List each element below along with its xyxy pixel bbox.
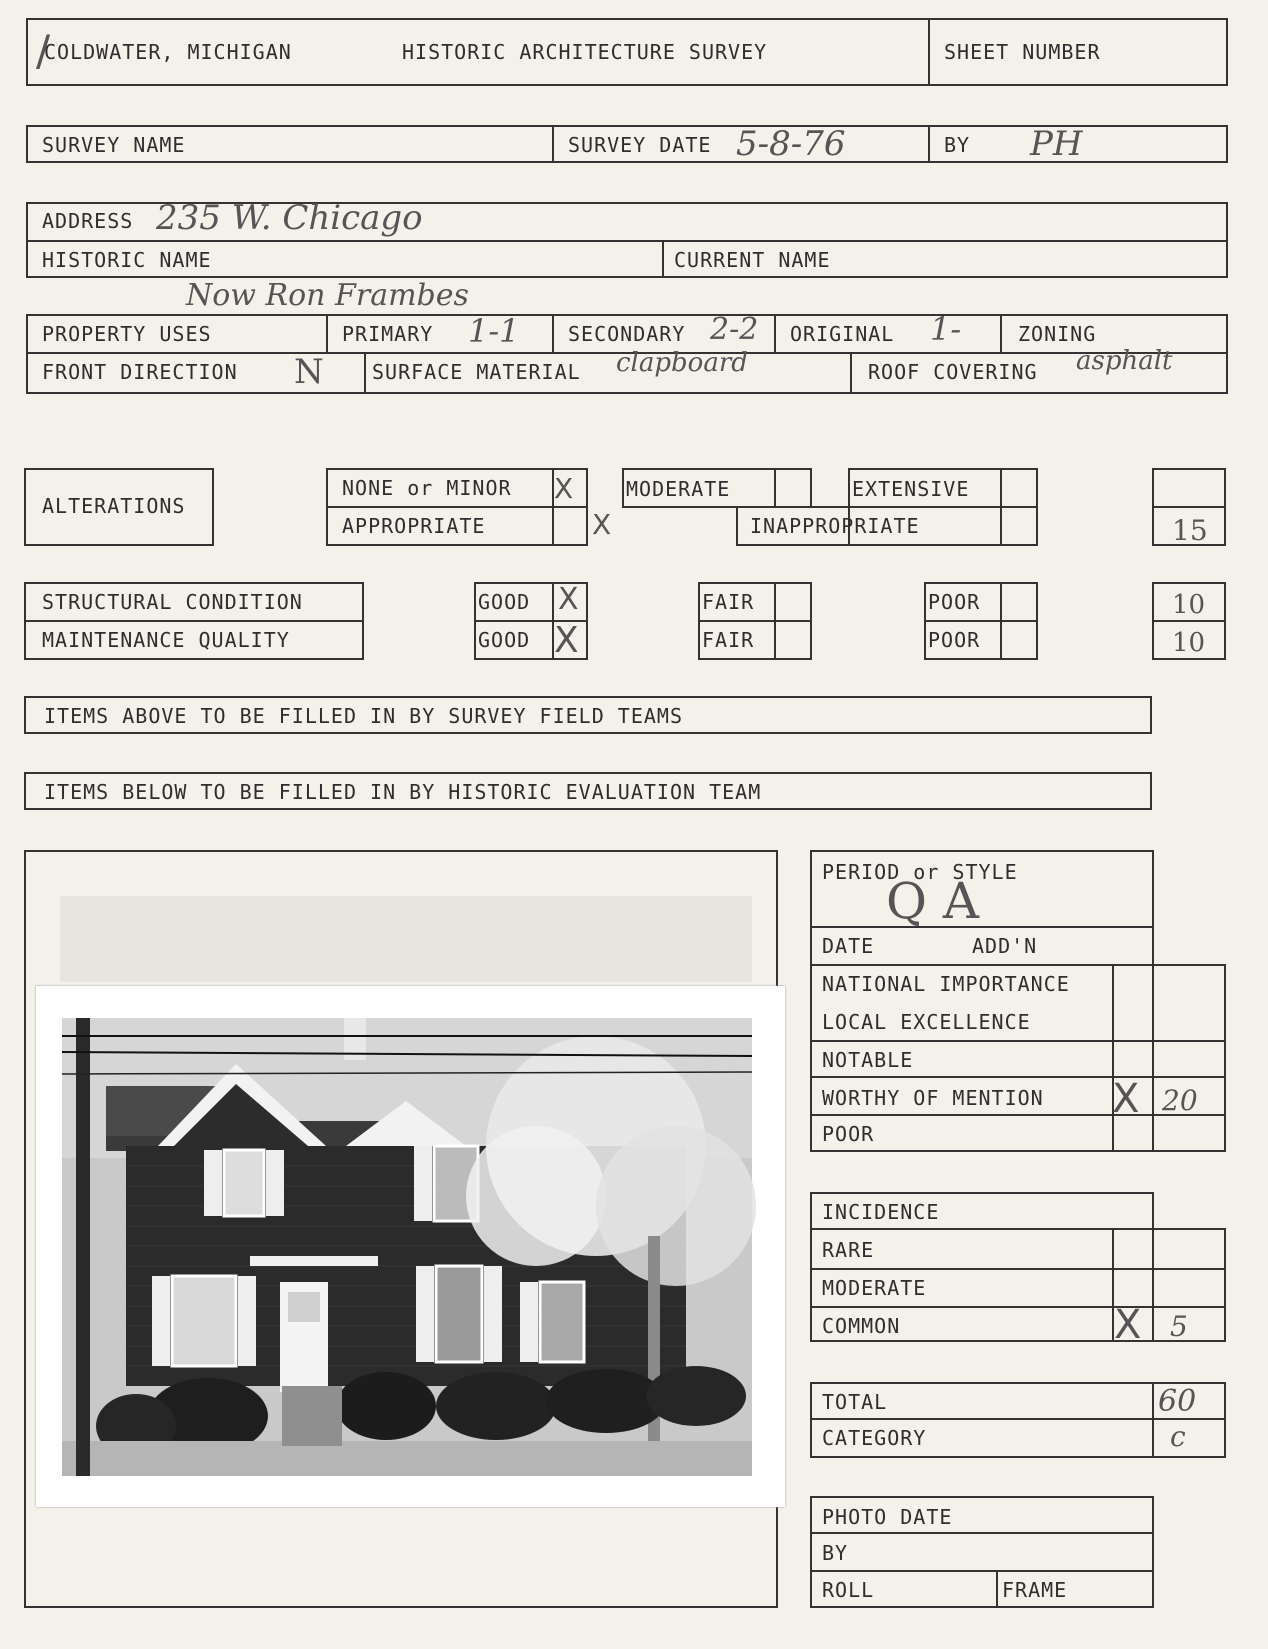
condition-label-mid [24,620,364,622]
front-direction-label: FRONT DIRECTION [42,360,238,384]
uses-divider-2 [552,314,554,354]
uses-divider-5 [364,352,366,394]
surface-material-label: SURFACE MATERIAL [372,360,581,384]
importance-line-2 [810,1040,1226,1042]
importance-col-2 [1224,964,1226,1152]
maintenance-score: 10 [1172,628,1206,658]
condition-score-mid [1152,620,1226,622]
survey-by-value: PH [1030,124,1083,164]
totals-divider [1152,1382,1154,1458]
common-score: 5 [1170,1310,1188,1343]
national-importance-label: NATIONAL IMPORTANCE [822,972,1070,996]
inappropriate-bottom [736,544,848,546]
now-owner-note: Now Ron Frambes [186,278,469,313]
form-title: HISTORIC ARCHITECTURE SURVEY [402,40,768,64]
maintenance-poor-label: POOR [928,628,981,652]
survey-date-value: 5-8-76 [736,124,846,164]
common-label: COMMON [822,1314,901,1338]
period-style-value: Q A [886,872,979,930]
primary-value: 1-1 [468,312,520,350]
none-minor-label: NONE or MINOR [342,476,512,500]
header-divider [928,18,930,86]
moderate-label: MODERATE [626,477,731,501]
address-value: 235 W. Chicago [156,198,423,238]
poor-divider [1000,582,1002,660]
incidence-line-4 [810,1340,1226,1342]
inappropriate-label: INAPPROPRIATE [750,514,920,538]
importance-col-1 [1112,964,1114,1152]
incidence-line-1 [810,1228,1226,1230]
survey-divider-1 [552,125,554,163]
appropriate-label: APPROPRIATE [342,514,486,538]
category-value: c [1170,1420,1186,1453]
sheet-number-label: SHEET NUMBER [944,40,1101,64]
roof-covering-label: ROOF COVERING [868,360,1038,384]
total-value: 60 [1158,1384,1197,1419]
maintenance-quality-label: MAINTENANCE QUALITY [42,628,290,652]
photo-date-label: PHOTO DATE [822,1505,953,1529]
incidence-line-2 [810,1268,1226,1270]
photo-area-left [24,850,26,1608]
alterations-label: ALTERATIONS [42,494,186,518]
alt-left-mid [326,506,588,508]
alt-score-mid [1152,506,1226,508]
period-style-label: PERIOD or STYLE [822,860,1018,884]
primary-label: PRIMARY [342,322,434,346]
period-date-line [810,926,1154,928]
secondary-value: 2-2 [710,312,759,347]
incidence-col-2 [1224,1228,1226,1342]
worthy-check: X [1112,1076,1140,1122]
moderate-incidence-label: MODERATE [822,1276,927,1300]
address-label: ADDRESS [42,209,134,233]
uses-divider-3 [774,314,776,354]
fair-divider [774,582,776,660]
uses-divider-1 [326,314,328,354]
date-label: DATE [822,934,875,958]
uses-divider-6 [850,352,852,394]
poor-mid [924,620,1038,622]
local-excellence-label: LOCAL EXCELLENCE [822,1010,1031,1034]
incidence-line-3 [810,1306,1226,1308]
extensive-label: EXTENSIVE [852,477,970,501]
roll-frame-divider [996,1570,998,1608]
current-name-label: CURRENT NAME [674,248,831,272]
photo-area-top [24,850,778,852]
survey-name-label: SURVEY NAME [42,133,186,157]
maintenance-fair-label: FAIR [702,628,755,652]
category-label: CATEGORY [822,1426,927,1450]
above-note: ITEMS ABOVE TO BE FILLED IN BY SURVEY FIELD TEAMS [44,704,684,728]
fair-mid [698,620,812,622]
photo-by-label: BY [822,1541,849,1565]
slash-mark: / [36,26,51,75]
importance-line-3 [810,1076,1226,1078]
structural-poor-label: POOR [928,590,981,614]
uses-divider-4 [1000,314,1002,354]
worthy-of-mention-label: WORTHY OF MENTION [822,1086,1044,1110]
roll-label: ROLL [822,1578,875,1602]
structural-condition-label: STRUCTURAL CONDITION [42,590,303,614]
worthy-score: 20 [1162,1084,1198,1117]
poor-rating-label: POOR [822,1122,875,1146]
survey-date-label: SURVEY DATE [568,133,712,157]
survey-divider-2 [928,125,930,163]
survey-by-label: BY [944,133,971,157]
moderate-divider [774,468,776,508]
historic-name-label: HISTORIC NAME [42,248,212,272]
photo-shadow [60,896,752,982]
maintenance-good-label: GOOD [478,628,531,652]
alterations-score: 15 [1172,514,1208,547]
notable-label: NOTABLE [822,1048,914,1072]
none-minor-check: X [554,472,574,505]
property-uses-label: PROPERTY USES [42,322,212,346]
structural-good-label: GOOD [478,590,531,614]
original-label: ORIGINAL [790,322,895,346]
photo-info-line-2 [810,1570,1154,1572]
structural-fair-label: FAIR [702,590,755,614]
photo-info-line-1 [810,1532,1154,1534]
total-label: TOTAL [822,1390,888,1414]
surface-material-value: clapboard [616,348,748,378]
city-label: COLDWATER, MICHIGAN [44,40,292,64]
incidence-label: INCIDENCE [822,1200,940,1224]
secondary-label: SECONDARY [568,322,686,346]
extensive-mid [736,506,1038,508]
addn-label: ADD'N [972,934,1038,958]
common-check: X [1114,1302,1142,1348]
frame-label: FRAME [1002,1578,1068,1602]
appropriate-check: X [592,508,612,541]
importance-line-1 [810,964,1226,966]
inappropriate-left [736,506,738,546]
original-value: 1- [930,310,962,348]
house-photo-image [36,986,785,1507]
address-mid-line [26,240,1228,242]
roof-covering-value: asphalt [1076,346,1173,376]
front-direction-value: N [294,352,324,392]
maintenance-good-check: X [554,620,579,661]
below-note: ITEMS BELOW TO BE FILLED IN BY HISTORIC EVALUATION TEAM [44,780,762,804]
zoning-label: ZONING [1018,322,1097,346]
photo-area-bottom [24,1606,778,1608]
address-divider [662,240,664,278]
importance-line-5 [810,1150,1226,1152]
structural-score: 10 [1172,590,1206,620]
rare-label: RARE [822,1238,875,1262]
house-photo [36,986,785,1507]
structural-good-check: X [558,582,579,617]
